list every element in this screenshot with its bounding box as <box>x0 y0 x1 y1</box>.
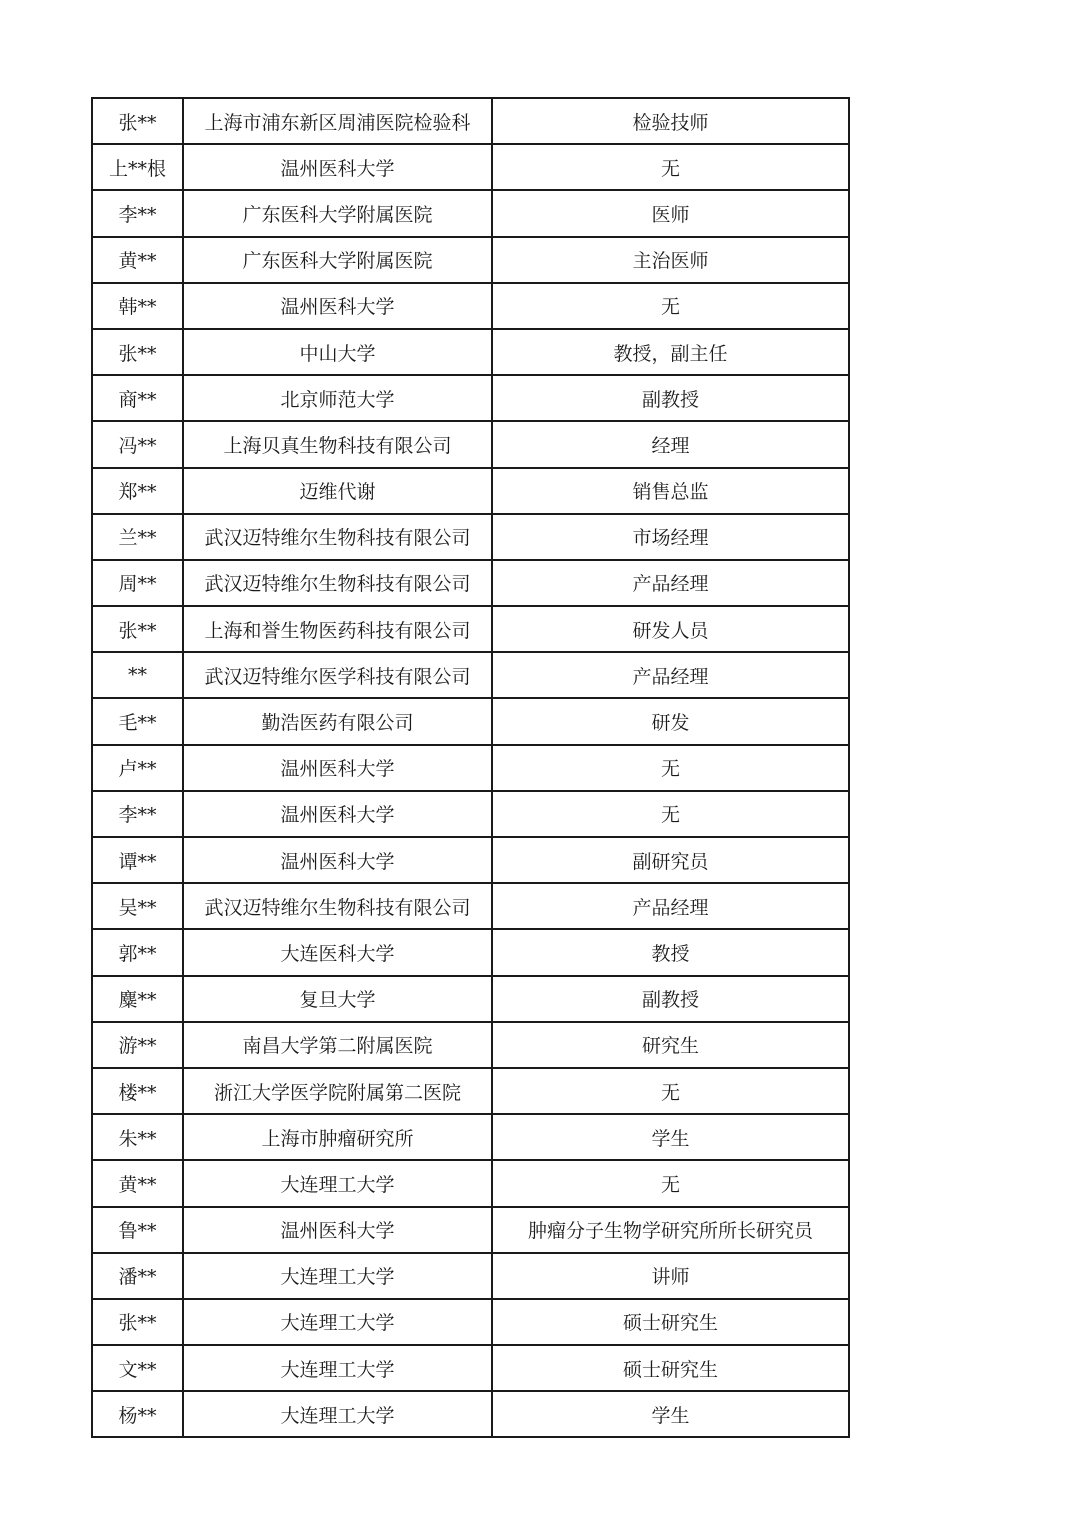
table-row <box>92 837 849 883</box>
table-row <box>92 468 849 514</box>
organization-cell: 武汉迈特维尔生物科技有限公司 <box>183 883 492 929</box>
table-row <box>92 283 849 329</box>
job-title-cell: 无 <box>492 144 849 190</box>
table-row <box>92 745 849 791</box>
table-row <box>92 1022 849 1068</box>
table-row <box>92 1345 849 1391</box>
job-title-cell: 产品经理 <box>492 560 849 606</box>
table-row <box>92 1207 849 1253</box>
table-row <box>92 1391 849 1437</box>
job-title-cell: 无 <box>492 283 849 329</box>
organization-cell: 大连理工大学 <box>183 1299 492 1345</box>
job-title-cell: 研发 <box>492 698 849 744</box>
table-row <box>92 1160 849 1206</box>
organization-cell: 上海市浦东新区周浦医院检验科 <box>183 98 492 144</box>
participant-name-cell: 兰** <box>92 514 183 560</box>
organization-cell: 复旦大学 <box>183 976 492 1022</box>
participant-name-cell: 上**根 <box>92 144 183 190</box>
participant-name-cell: 张** <box>92 606 183 652</box>
table-row <box>92 421 849 467</box>
organization-cell: 温州医科大学 <box>183 1207 492 1253</box>
participant-name-cell: 黄** <box>92 237 183 283</box>
participant-name-cell: 麋** <box>92 976 183 1022</box>
participant-name-cell: 张** <box>92 98 183 144</box>
participant-name-cell: 黄** <box>92 1160 183 1206</box>
table-row <box>92 514 849 560</box>
participant-name-cell: 潘** <box>92 1253 183 1299</box>
organization-cell: 迈维代谢 <box>183 468 492 514</box>
participant-name-cell: 鲁** <box>92 1207 183 1253</box>
participant-name-cell: 冯** <box>92 421 183 467</box>
job-title-cell: 产品经理 <box>492 652 849 698</box>
participant-table-container <box>91 97 850 1438</box>
organization-cell: 大连理工大学 <box>183 1160 492 1206</box>
table-row <box>92 976 849 1022</box>
organization-cell: 温州医科大学 <box>183 745 492 791</box>
job-title-cell: 经理 <box>492 421 849 467</box>
organization-cell: 武汉迈特维尔生物科技有限公司 <box>183 514 492 560</box>
table-row <box>92 144 849 190</box>
job-title-cell: 学生 <box>492 1391 849 1437</box>
table-row <box>92 883 849 929</box>
participant-table <box>91 97 850 1438</box>
participant-name-cell: 周** <box>92 560 183 606</box>
organization-cell: 中山大学 <box>183 329 492 375</box>
organization-cell: 浙江大学医学院附属第二医院 <box>183 1068 492 1114</box>
job-title-cell: 研发人员 <box>492 606 849 652</box>
organization-cell: 北京师范大学 <box>183 375 492 421</box>
participant-name-cell: 韩** <box>92 283 183 329</box>
participant-name-cell: 张** <box>92 329 183 375</box>
organization-cell: 温州医科大学 <box>183 144 492 190</box>
job-title-cell: 副研究员 <box>492 837 849 883</box>
job-title-cell: 医师 <box>492 190 849 236</box>
organization-cell: 上海贝真生物科技有限公司 <box>183 421 492 467</box>
organization-cell: 广东医科大学附属医院 <box>183 237 492 283</box>
table-row <box>92 190 849 236</box>
organization-cell: 大连医科大学 <box>183 929 492 975</box>
job-title-cell: 销售总监 <box>492 468 849 514</box>
job-title-cell: 研究生 <box>492 1022 849 1068</box>
job-title-cell: 主治医师 <box>492 237 849 283</box>
organization-cell: 大连理工大学 <box>183 1253 492 1299</box>
job-title-cell: 教授 <box>492 929 849 975</box>
participant-name-cell: 文** <box>92 1345 183 1391</box>
job-title-cell: 无 <box>492 791 849 837</box>
table-row <box>92 98 849 144</box>
job-title-cell: 学生 <box>492 1114 849 1160</box>
table-row <box>92 929 849 975</box>
table-row <box>92 698 849 744</box>
participant-name-cell: 吴** <box>92 883 183 929</box>
participant-name-cell: ** <box>92 652 183 698</box>
participant-name-cell: 谭** <box>92 837 183 883</box>
organization-cell: 大连理工大学 <box>183 1391 492 1437</box>
table-row <box>92 560 849 606</box>
table-row <box>92 1068 849 1114</box>
table-row <box>92 237 849 283</box>
job-title-cell: 硕士研究生 <box>492 1299 849 1345</box>
participant-name-cell: 毛** <box>92 698 183 744</box>
organization-cell: 温州医科大学 <box>183 283 492 329</box>
participant-name-cell: 郭** <box>92 929 183 975</box>
participant-name-cell: 朱** <box>92 1114 183 1160</box>
organization-cell: 武汉迈特维尔医学科技有限公司 <box>183 652 492 698</box>
job-title-cell: 检验技师 <box>492 98 849 144</box>
table-row <box>92 329 849 375</box>
table-row <box>92 1253 849 1299</box>
organization-cell: 南昌大学第二附属医院 <box>183 1022 492 1068</box>
organization-cell: 勤浩医药有限公司 <box>183 698 492 744</box>
organization-cell: 武汉迈特维尔生物科技有限公司 <box>183 560 492 606</box>
organization-cell: 上海和誉生物医药科技有限公司 <box>183 606 492 652</box>
job-title-cell: 无 <box>492 1068 849 1114</box>
job-title-cell: 教授，副主任 <box>492 329 849 375</box>
job-title-cell: 产品经理 <box>492 883 849 929</box>
organization-cell: 广东医科大学附属医院 <box>183 190 492 236</box>
job-title-cell: 肿瘤分子生物学研究所所长研究员 <box>492 1207 849 1253</box>
participant-name-cell: 卢** <box>92 745 183 791</box>
participant-name-cell: 楼** <box>92 1068 183 1114</box>
table-row <box>92 1299 849 1345</box>
table-row <box>92 652 849 698</box>
job-title-cell: 无 <box>492 1160 849 1206</box>
table-row <box>92 375 849 421</box>
organization-cell: 温州医科大学 <box>183 791 492 837</box>
participant-name-cell: 张** <box>92 1299 183 1345</box>
table-row <box>92 791 849 837</box>
organization-cell: 温州医科大学 <box>183 837 492 883</box>
participant-table-body <box>92 98 849 1437</box>
organization-cell: 大连理工大学 <box>183 1345 492 1391</box>
job-title-cell: 硕士研究生 <box>492 1345 849 1391</box>
job-title-cell: 无 <box>492 745 849 791</box>
participant-name-cell: 李** <box>92 190 183 236</box>
job-title-cell: 副教授 <box>492 976 849 1022</box>
table-row <box>92 606 849 652</box>
table-row <box>92 1114 849 1160</box>
job-title-cell: 市场经理 <box>492 514 849 560</box>
organization-cell: 上海市肿瘤研究所 <box>183 1114 492 1160</box>
participant-name-cell: 商** <box>92 375 183 421</box>
job-title-cell: 讲师 <box>492 1253 849 1299</box>
participant-name-cell: 游** <box>92 1022 183 1068</box>
participant-name-cell: 杨** <box>92 1391 183 1437</box>
job-title-cell: 副教授 <box>492 375 849 421</box>
participant-name-cell: 郑** <box>92 468 183 514</box>
participant-name-cell: 李** <box>92 791 183 837</box>
